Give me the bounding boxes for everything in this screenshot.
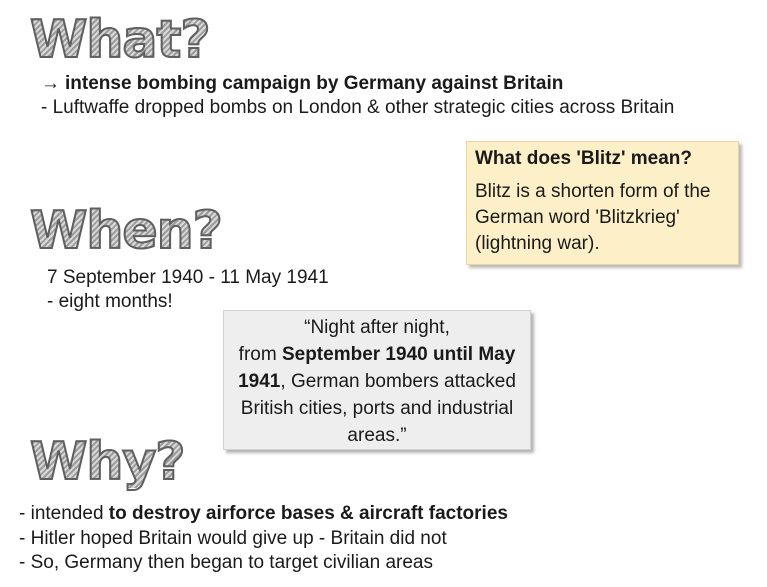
blitz-meaning-box — [466, 141, 739, 265]
what-heading: What? — [30, 10, 210, 70]
when-dates: 7 September 1940 - 11 May 1941 — [47, 267, 329, 288]
quote-rest: , German bombers attacked British cities, ports and industrial areas.” — [240, 371, 516, 446]
what-detail: - Luftwaffe dropped bombs on London & other strategic cities across Britain — [41, 97, 675, 118]
why-heading: Why? — [30, 432, 185, 492]
why-point-1-prefix: - intended — [19, 503, 104, 524]
what-summary-line — [41, 72, 563, 96]
what-summary: intense bombing campaign by Germany against Britain — [65, 73, 564, 94]
quote-period: September 1940 until May 1941 — [238, 344, 516, 392]
quote-from: from — [238, 344, 277, 365]
why-point-2: - Hitler hoped Britain would give up - Britain did not — [19, 528, 447, 549]
when-heading: When? — [30, 201, 222, 261]
when-duration: - eight months! — [47, 291, 173, 312]
quote-box — [223, 310, 531, 450]
blitz-question: What does 'Blitz' mean? — [475, 148, 692, 169]
quote-open: “Night after night, — [304, 317, 450, 338]
blitz-answer: Blitz is a shorten form of the German word 'Blitzkrieg' (lightning war). — [475, 181, 711, 254]
right-arrow-icon: → — [41, 73, 60, 94]
why-point-1-bold: to destroy airforce bases & aircraft factories — [108, 503, 508, 524]
why-point-3: - So, Germany then began to target civilian areas — [19, 552, 434, 573]
quote-text — [230, 314, 524, 449]
why-point-1 — [19, 502, 508, 526]
